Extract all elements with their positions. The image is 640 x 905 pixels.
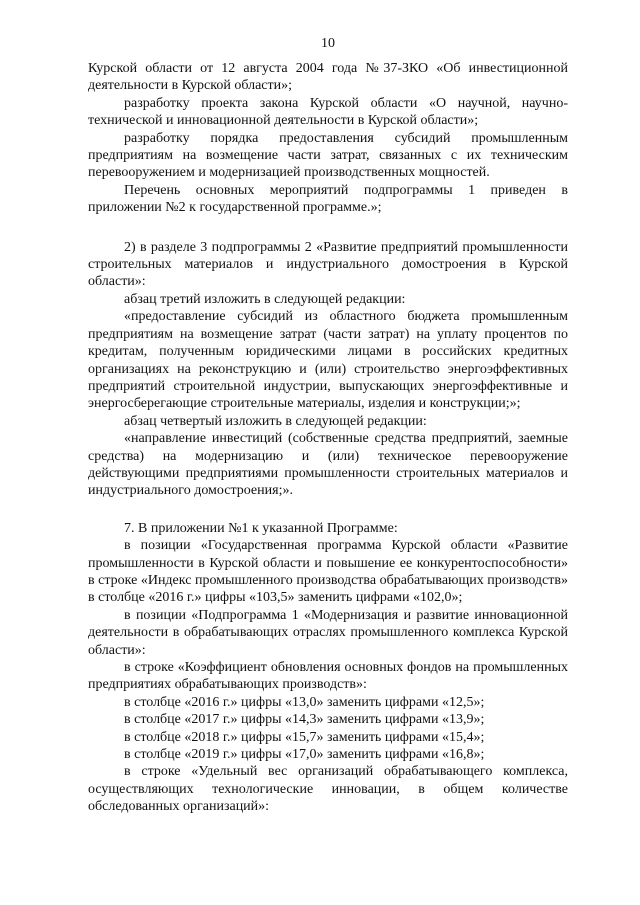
paragraph-9: «направление инвестиций (собственные средства предприятий, заемные средства) на модернизацию и (или) техническое перевооружение действующими предприятиями промышленности строительных материалов и индустриального домостроения;». bbox=[88, 431, 568, 499]
paragraph-18: в строке «Удельный вес организаций обрабатывающего комплекса, осуществляющих технологические инновации, в общем количестве обследованных организаций»: bbox=[88, 764, 568, 815]
paragraph-13: в строке «Коэффициент обновления основных фондов на промышленных предприятиях обрабатывающих производств»: bbox=[88, 660, 568, 693]
paragraph-11: в позиции «Государственная программа Курской области «Развитие промышленности в Курской области и повышение ее конкурентоспособности» в строке «Индекс промышленного производства обрабатывающих производств» в столбце «2016 г.» цифры «103,5» заменить цифрами «102,0»; bbox=[88, 538, 568, 606]
paragraph-4: Перечень основных мероприятий подпрограммы 1 приведен в приложении №2 к государственной программе.»; bbox=[88, 182, 568, 216]
paragraph-12: в позиции «Подпрограмма 1 «Модернизация и развитие инновационной деятельности в обрабатывающих отраслях промышленного комплекса Курской области»: bbox=[88, 607, 568, 658]
spacer bbox=[88, 217, 568, 239]
page-number: 10 bbox=[321, 36, 335, 51]
paragraph-3: разработку порядка предоставления субсидий промышленным предприятиям на возмещение части затрат, связанных с их техническим перевооружением и модернизацией производственных мощностей. bbox=[88, 130, 568, 181]
paragraph-8: абзац четвертый изложить в следующей редакции: bbox=[124, 413, 427, 429]
spacer bbox=[88, 500, 568, 520]
paragraph-2: разработку проекта закона Курской области «О научной, научно-технической и инновационной деятельности в Курской области»; bbox=[88, 95, 568, 129]
paragraph-15: в столбце «2017 г.» цифры «14,3» заменить цифрами «13,9»; bbox=[124, 712, 485, 728]
paragraph-6: абзац третий изложить в следующей редакции: bbox=[124, 291, 406, 307]
paragraph-5: 2) в разделе 3 подпрограммы 2 «Развитие предприятий промышленности строительных материалов и индустриального домостроения в Курской области»: bbox=[88, 239, 568, 290]
section-heading-7: 7. В приложении №1 к указанной Программе: bbox=[124, 520, 398, 536]
paragraph-16: в столбце «2018 г.» цифры «15,7» заменить цифрами «15,4»; bbox=[124, 729, 485, 745]
document-body bbox=[88, 60, 568, 816]
paragraph-1: Курской области от 12 августа 2004 года №37-ЗКО «Об инвестиционной деятельности в Курской области»; bbox=[88, 61, 568, 94]
paragraph-7: «предоставление субсидий из областного бюджета промышленным предприятиям на возмещение затрат (части затрат) на уплату процентов по кредитам, полученным юридическими лицами в российских кредитных организациях на реконструкцию и (или) строительство энергоэффективных предприятий строительной индустрии, выпускающих энергоэффективные и энергосберегающие строительные материалы, изделия и конструкции;»; bbox=[88, 309, 568, 412]
paragraph-17: в столбце «2019 г.» цифры «17,0» заменить цифрами «16,8»; bbox=[124, 747, 485, 763]
paragraph-14: в столбце «2016 г.» цифры «13,0» заменить цифрами «12,5»; bbox=[124, 694, 485, 710]
